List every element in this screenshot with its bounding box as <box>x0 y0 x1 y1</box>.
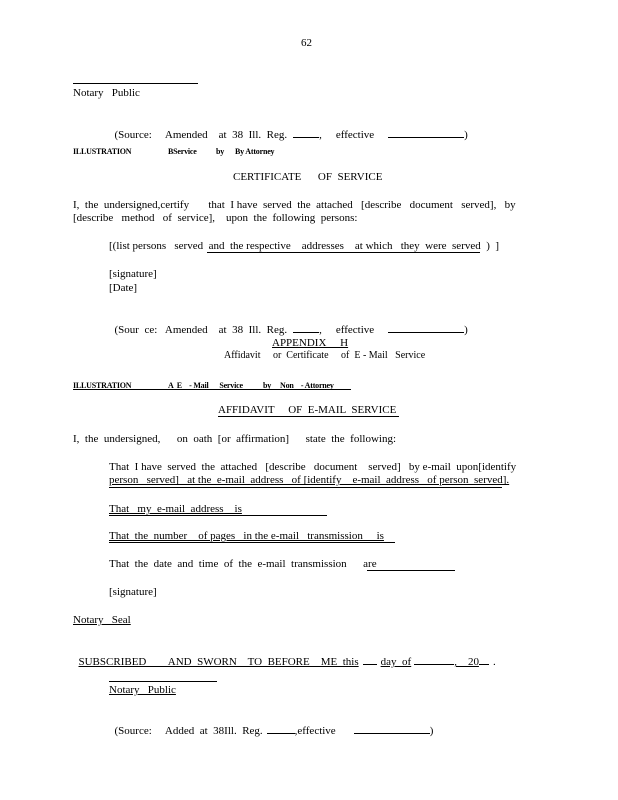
effective-label: ,effective <box>294 725 336 737</box>
illustration-by: by <box>216 147 225 156</box>
persons-underline <box>207 252 480 253</box>
date-time-blank <box>367 570 455 571</box>
effective-date-blank <box>388 323 464 333</box>
illustration-label: ILLUSTRATION <box>73 147 132 156</box>
certificate-title: CERTIFICATE OF SERVICE <box>233 171 383 183</box>
register-blank <box>267 724 295 734</box>
subscribed-line <box>73 642 496 669</box>
certificate-body-line: I, the undersigned,certify that I have served the attached [describe document served], by <box>73 199 516 211</box>
illustration-attorney: By Attorney <box>235 147 275 156</box>
effective-date-blank <box>354 724 430 734</box>
affidavit-title: AFFIDAVIT OF E-MAIL SERVICE <box>218 404 397 416</box>
year-blank <box>479 655 489 665</box>
email-address-line: That my e-mail address is <box>109 503 242 515</box>
close-paren: ) <box>429 725 434 737</box>
appendix-subtitle: Affidavit or Certificate of E - Mail Service <box>224 350 426 361</box>
date-placeholder: [Date] <box>109 282 138 294</box>
illustration-type: A E - Mail Service <box>168 381 243 390</box>
date-time-line: That the date and time of the e-mail transmission are <box>109 558 377 570</box>
email-address-blank <box>109 515 327 516</box>
served-underline <box>109 487 502 488</box>
close-paren: ) <box>464 129 468 141</box>
effective-label: effective <box>335 129 375 141</box>
period: . <box>492 656 496 668</box>
notary-seal-label: Notary Seal <box>73 614 131 626</box>
illustration-type: BService <box>168 147 197 156</box>
page-number: 62 <box>301 37 312 49</box>
illustration-non-attorney: Non - Attorney <box>280 381 334 390</box>
illustration-by: by <box>263 381 272 390</box>
affidavit-underline <box>218 416 399 417</box>
persons-text: [(list persons served and the respective addresses at which they were served ) ] <box>109 240 500 252</box>
illustration-label: ILLUSTRATION <box>73 381 132 390</box>
illustration-underline <box>73 389 351 390</box>
served-statement-line: person served] at the e-mail address of [identify e-mail address of person served]. <box>109 474 510 486</box>
effective-date-blank <box>388 128 464 138</box>
oath-line: I, the undersigned, on oath [or affirmation] state the following: <box>73 433 397 445</box>
appendix-title: APPENDIX H <box>272 337 349 349</box>
source-note <box>109 310 468 337</box>
notary-public-label: Notary Public <box>109 684 176 696</box>
effective-label: effective <box>335 324 375 336</box>
signature-rule <box>109 681 217 682</box>
signature-placeholder: [signature] <box>109 268 157 280</box>
comma: , <box>319 324 322 336</box>
pages-count-line: That the number of pages in the e-mail transmission is <box>109 530 384 542</box>
register-blank <box>293 323 319 333</box>
source-note <box>109 115 468 142</box>
day-of-text: day of <box>380 656 412 668</box>
source-text: (Source: Amended at 38 Ill. Reg. <box>114 129 288 141</box>
comma: , <box>319 129 322 141</box>
month-blank <box>414 655 454 665</box>
close-paren: ) <box>464 324 468 336</box>
source-text: (Sour ce: Amended at 38 Ill. Reg. <box>114 324 288 336</box>
register-blank <box>293 128 319 138</box>
source-text: (Source: Added at 38Ill. Reg. <box>114 725 263 737</box>
notary-public-label: Notary Public <box>73 87 140 99</box>
day-blank <box>363 655 377 665</box>
signature-rule <box>73 83 198 84</box>
source-note <box>109 711 433 738</box>
year-prefix: , 20 <box>454 656 479 668</box>
pages-count-blank <box>109 542 395 543</box>
served-statement-line: That I have served the attached [describe document served] by e-mail upon[identify <box>109 461 517 473</box>
subscribed-text: SUBSCRIBED AND SWORN TO BEFORE ME this <box>78 656 359 668</box>
certificate-body-line: [describe method of service], upon the following persons: <box>73 212 358 224</box>
signature-placeholder: [signature] <box>109 586 157 598</box>
